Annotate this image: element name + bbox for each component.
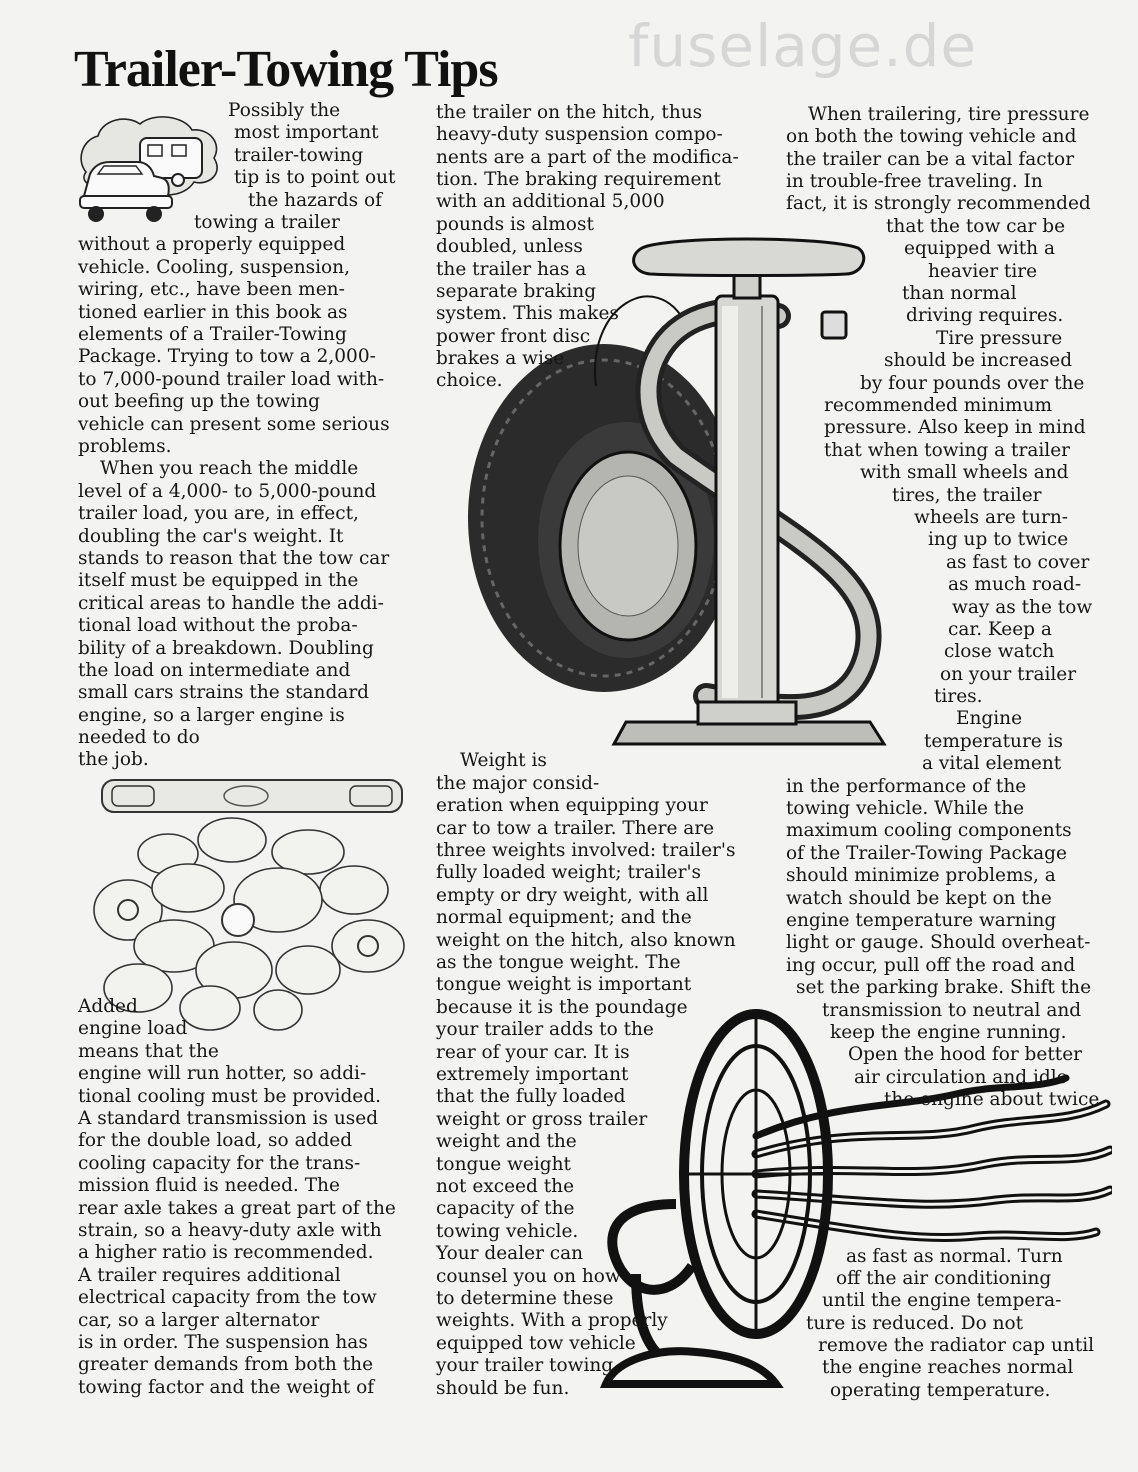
column2-line: nents are a part of the modifica-: [436, 147, 739, 168]
column2-line: system. This makes: [436, 303, 619, 324]
column1-line: electrical capacity from the tow: [78, 1287, 377, 1308]
column3-line: in trouble-free traveling. In: [786, 171, 1043, 192]
column3-line: the engine about twice: [884, 1089, 1100, 1110]
column3-line: equipped with a: [904, 238, 1055, 259]
column2-line: tion. The braking requirement: [436, 169, 721, 190]
column1-line: greater demands from both the: [78, 1354, 374, 1375]
column2-line: choice.: [436, 370, 503, 391]
column3-line: pressure. Also keep in mind: [824, 417, 1086, 438]
column3-line: should minimize problems, a: [786, 865, 1056, 886]
watermark: fuselage.de: [628, 12, 978, 80]
column1-line: engine, so a larger engine is: [78, 705, 345, 726]
column2-line: rear of your car. It is: [436, 1042, 630, 1063]
column3-line: on both the towing vehicle and: [786, 126, 1077, 147]
column1-line: stands to reason that the tow car: [78, 548, 390, 569]
column1-line: doubling the car's weight. It: [78, 526, 344, 547]
column1-line: wiring, etc., have been men-: [78, 279, 345, 300]
column3-line: as fast to cover: [946, 552, 1090, 573]
column3-line: Tire pressure: [936, 328, 1063, 349]
column3-line: air circulation and idle: [854, 1067, 1068, 1088]
column1-line: trailer-towing: [234, 145, 364, 166]
column2-line: power front disc: [436, 326, 591, 347]
column1-line: A standard transmission is used: [78, 1108, 379, 1129]
column1-line: cooling capacity for the trans-: [78, 1153, 361, 1174]
column3-line: the engine reaches normal: [822, 1357, 1074, 1378]
column2-line: capacity of the: [436, 1198, 575, 1219]
page-title: Trailer-Towing Tips: [74, 41, 498, 98]
column1-line: is in order. The suspension has: [78, 1332, 368, 1353]
column2-line: weight on the hitch, also known: [436, 930, 736, 951]
column1-line: most important: [234, 122, 379, 143]
column1-line: car, so a larger alternator: [78, 1310, 320, 1331]
column3-line: temperature is: [924, 731, 1064, 752]
column3-line: until the engine tempera-: [822, 1290, 1062, 1311]
column1-line: engine will run hotter, so addi-: [78, 1063, 367, 1084]
column2-line: pounds is almost: [436, 214, 594, 235]
column1-line: needed to do: [78, 727, 200, 748]
column2-line: the trailer has a: [436, 259, 587, 280]
column3-line: light or gauge. Should overheat-: [786, 932, 1091, 953]
column2-line: fully loaded weight; trailer's: [436, 862, 702, 883]
column1-line: towing a trailer: [194, 212, 340, 233]
column3-line: Engine: [956, 708, 1023, 729]
column1-line: vehicle. Cooling, suspension,: [78, 257, 350, 278]
column1-line: elements of a Trailer-Towing: [78, 324, 347, 345]
column1-line: tip is to point out: [234, 167, 396, 188]
column1-line: Possibly the: [228, 100, 341, 121]
column3-line: operating temperature.: [830, 1380, 1051, 1401]
column3-line: ing up to twice: [928, 529, 1069, 550]
column3-line: recommended minimum: [824, 395, 1053, 416]
column3-line: Open the hood for better: [848, 1044, 1083, 1065]
column1-line: tioned earlier in this book as: [78, 302, 348, 323]
column3-line: in the performance of the: [786, 776, 1027, 797]
car-towing-trailer-icon: [74, 114, 224, 226]
column2-line: three weights involved: trailer's: [436, 840, 736, 861]
column1-line: engine load: [78, 1018, 188, 1039]
column3-line: should be increased: [884, 350, 1073, 371]
column3-line: as much road-: [948, 574, 1082, 595]
column1-line: A trailer requires additional: [78, 1265, 341, 1286]
column3-line: of the Trailer-Towing Package: [786, 843, 1067, 864]
column2-line: weights. With a properly: [436, 1310, 668, 1331]
column1-line: level of a 4,000- to 5,000-pound: [78, 481, 377, 502]
column3-line: than normal: [902, 283, 1017, 304]
column1-line: towing factor and the weight of: [78, 1377, 375, 1398]
column2-line: tongue weight: [436, 1154, 571, 1175]
column2-line: with an additional 5,000: [436, 191, 665, 212]
column3-line: on your trailer: [940, 664, 1077, 685]
column2-line: because it is the poundage: [436, 997, 688, 1018]
column1-line: vehicle can present some serious: [78, 414, 390, 435]
column3-line: car. Keep a: [948, 619, 1052, 640]
column1-line: rear axle takes a great part of the: [78, 1198, 396, 1219]
column2-line: weight and the: [436, 1131, 577, 1152]
column2-line: eration when equipping your: [436, 795, 708, 816]
column3-line: engine temperature warning: [786, 910, 1057, 931]
column2-line: separate braking: [436, 281, 597, 302]
column2-line: as the tongue weight. The: [436, 952, 681, 973]
column3-line: tires, the trailer: [892, 485, 1042, 506]
column3-line: off the air conditioning: [836, 1268, 1052, 1289]
column3-line: wheels are turn-: [914, 507, 1068, 528]
column1-line: the hazards of: [248, 190, 382, 211]
column1-line: Added: [78, 996, 138, 1017]
column1-line: mission fluid is needed. The: [78, 1175, 340, 1196]
column3-line: remove the radiator cap until: [818, 1335, 1095, 1356]
column2-line: the trailer on the hitch, thus: [436, 102, 703, 123]
column1-line: for the double load, so added: [78, 1130, 353, 1151]
column3-line: set the parking brake. Shift the: [796, 977, 1092, 998]
column2-line: counsel you on how: [436, 1266, 621, 1287]
column3-line: that when towing a trailer: [824, 440, 1070, 461]
column1-line: the load on intermediate and: [78, 660, 351, 681]
column1-line: Package. Trying to tow a 2,000-: [78, 346, 376, 367]
column1-line: strain, so a heavy-duty axle with: [78, 1220, 382, 1241]
column2-line: normal equipment; and the: [436, 907, 692, 928]
column2-line: to determine these: [436, 1288, 614, 1309]
column3-line: heavier tire: [928, 261, 1038, 282]
column3-line: tires.: [934, 686, 983, 707]
column2-line: your trailer towing: [436, 1355, 614, 1376]
column1-line: out beefing up the towing: [78, 391, 320, 412]
column1-line: a higher ratio is recommended.: [78, 1242, 374, 1263]
column3-line: with small wheels and: [860, 462, 1069, 483]
column3-line: as fast as normal. Turn: [846, 1246, 1063, 1267]
column1-line: problems.: [78, 436, 172, 457]
column2-line: extremely important: [436, 1064, 629, 1085]
column1-line: When you reach the middle: [100, 458, 359, 479]
column1-line: small cars strains the standard: [78, 682, 370, 703]
column2-line: should be fun.: [436, 1378, 570, 1399]
column1-line: critical areas to handle the addi-: [78, 593, 384, 614]
column1-line: without a properly equipped: [78, 234, 346, 255]
column2-line: towing vehicle.: [436, 1221, 579, 1242]
column3-line: ing occur, pull off the road and: [786, 955, 1076, 976]
column2-line: weight or gross trailer: [436, 1109, 648, 1130]
column1-line: means that the: [78, 1041, 219, 1062]
column2-line: brakes a wise: [436, 348, 565, 369]
column1-line: the job.: [78, 749, 149, 770]
column2-line: Weight is: [460, 750, 547, 771]
column2-line: the major consid-: [436, 773, 600, 794]
column1-line: bility of a breakdown. Doubling: [78, 638, 374, 659]
column1-line: tional load without the proba-: [78, 615, 358, 636]
column3-line: close watch: [944, 641, 1055, 662]
column2-line: your trailer adds to the: [436, 1019, 654, 1040]
column2-line: empty or dry weight, with all: [436, 885, 709, 906]
column3-line: When trailering, tire pressure: [808, 104, 1090, 125]
column3-line: a vital element: [922, 753, 1062, 774]
column1-line: itself must be equipped in the: [78, 570, 359, 591]
column1-line: to 7,000-pound trailer load with-: [78, 369, 385, 390]
column3-line: watch should be kept on the: [786, 888, 1052, 909]
column3-line: transmission to neutral and: [822, 1000, 1082, 1021]
column3-line: driving requires.: [906, 305, 1064, 326]
column3-line: way as the tow: [952, 597, 1093, 618]
column3-line: towing vehicle. While the: [786, 798, 1025, 819]
column2-line: doubled, unless: [436, 236, 583, 257]
column3-line: by four pounds over the: [860, 373, 1085, 394]
column2-line: not exceed the: [436, 1176, 575, 1197]
column3-line: maximum cooling components: [786, 820, 1072, 841]
column3-line: ture is reduced. Do not: [806, 1313, 1024, 1334]
column2-line: equipped tow vehicle: [436, 1333, 636, 1354]
column2-line: that the fully loaded: [436, 1086, 626, 1107]
column3-line: keep the engine running.: [830, 1022, 1067, 1043]
column2-line: Your dealer can: [436, 1243, 584, 1264]
column3-line: the trailer can be a vital factor: [786, 149, 1075, 170]
column3-line: fact, it is strongly recommended: [786, 193, 1091, 214]
column1-line: trailer load, you are, in effect,: [78, 503, 359, 524]
column3-line: that the tow car be: [886, 216, 1066, 237]
column1-line: tional cooling must be provided.: [78, 1086, 381, 1107]
column2-line: tongue weight is important: [436, 974, 692, 995]
column2-line: car to tow a trailer. There are: [436, 818, 715, 839]
column2-line: heavy-duty suspension compo-: [436, 124, 723, 145]
